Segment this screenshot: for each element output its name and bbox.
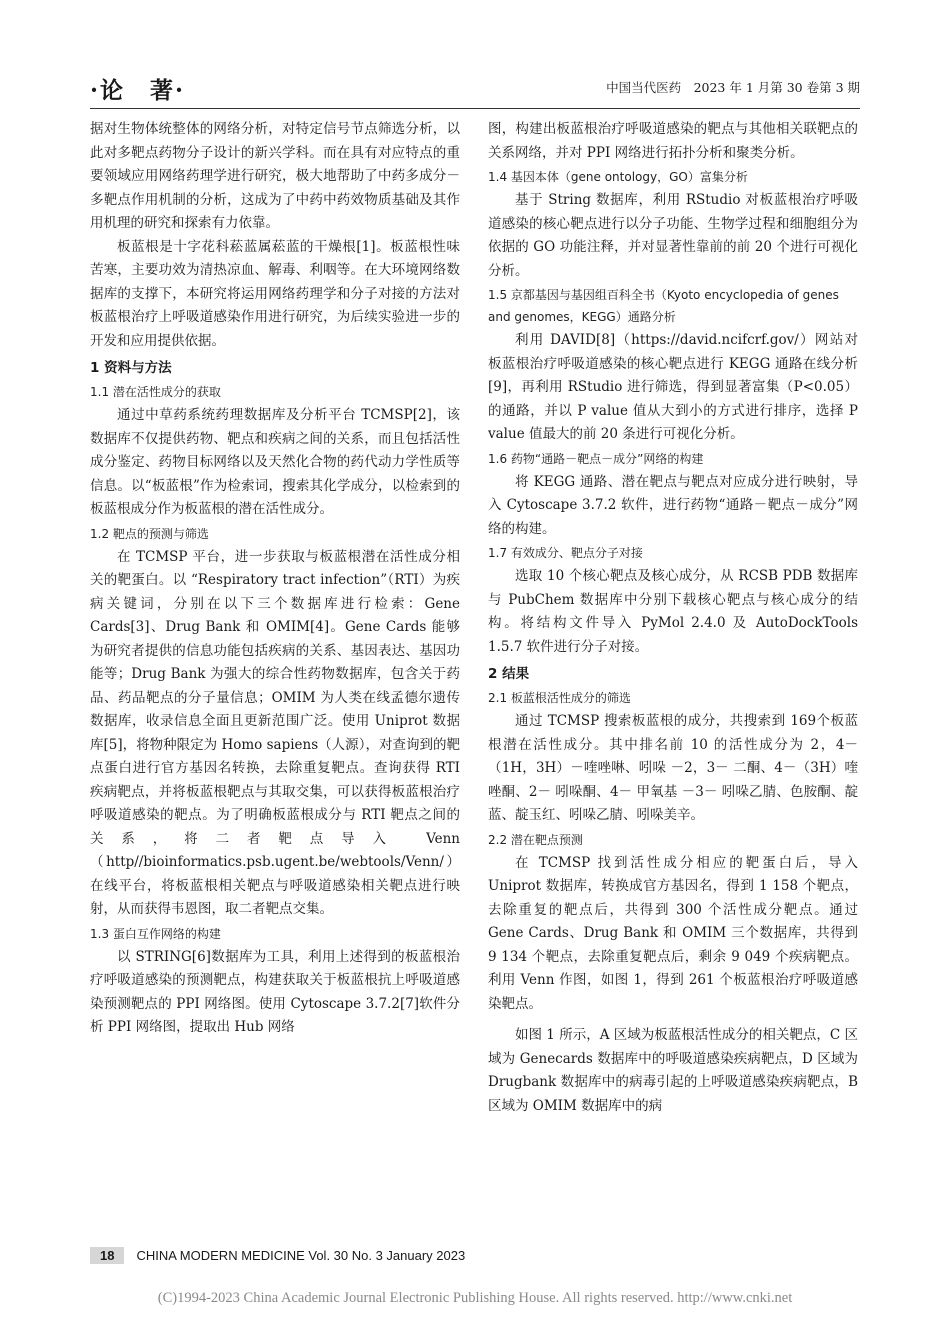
paragraph: 以 STRING[6]数据库为工具，利用上述得到的板蓝根治疗呼吸道感染的预测靶点，构建获取关于板蓝根抗上呼吸道感染预测靶点的 PPI 网络图。使用 Cytoscape 3.7.2[7]软件分析 PPI 网络图，提取出 Hub 网络 [90,948,460,1035]
subsection-heading: 1.5 京都基因与基因组百科全书（Kyoto encyclopedia of genes and genomes，KEGG）通路分析 [488,288,839,324]
paragraph: 基于 String 数据库，利用 RStudio 对板蓝根治疗呼吸道感染的核心靶点进行以分子功能、生物学过程和细胞组分为依据的 GO 功能注释，并对显著性靠前的前 20 个进行可视化分析。 [488,192,858,279]
subsection-heading: 1.2 靶点的预测与筛选 [90,526,209,541]
page-footer [90,1247,465,1269]
paragraph: 据对生物体统整体的网络分析，对特定信号节点筛选分析，以此对多靶点药物分子设计的新兴学科。而在具有对应特点的重要领域应用网络药理学进行研究，极大地帮助了中药多成分－多靶点作用机制的分析，这成为了中药中药效物质基础及其作用机理的研究和探索有力依靠。 [90,121,460,231]
subsection-heading: 1.4 基因本体（gene ontology，GO）富集分析 [488,170,748,184]
paragraph: 通过 TCMSP 搜索板蓝根的成分，共搜索到 169个板蓝根潜在活性成分。其中排名前 10 的活性成分为 2，4－（1H，3H）－喹唑啉、吲哚 －2，3－ 二酮、4－（3H）喹唑酮、2－ 吲哚酮、4－ 甲氧基 －3－ 吲哚乙腈、色胺酮、靛蓝、靛玉红、吲哚乙腈、吲哚美辛。 [488,713,858,823]
left-column [90,118,460,1228]
copyright-notice: (C)1994-2023 China Academic Journal Electronic Publishing House. All rights reserved. http://www.cnki.net [157,1290,793,1306]
subsection-heading: 1.3 蛋白互作网络的构建 [90,926,221,941]
page-number: 18 [90,1247,124,1264]
paragraph: 利用 DAVID[8]（https://david.ncifcrf.gov/）网站对板蓝根治疗呼吸道感染的核心靶点进行 KEGG 通路在线分析[9]，再利用 RStudio 进行筛选，得到显著富集（P<0.05）的通路，并以 P value 值从大到小的方式进行排序，选择 P value 值最大的前 20 条进行可视化分析。 [488,332,858,442]
footer-journal: CHINA MODERN MEDICINE Vol. 30 No. 3 January 2023 [136,1248,466,1263]
subsection-heading: 2.1 板蓝根活性成分的筛选 [488,691,631,705]
right-column [488,118,858,1228]
section-label: ·论 著· [90,77,186,104]
paragraph: 通过中草药系统药理数据库及分析平台 TCMSP[2]，该数据库不仅提供药物、靶点和疾病之间的关系，而且包括活性成分鉴定、药物目标网络以及天然化合物的药代动力学性质等信息。以“板蓝根”作为检索词，搜索其化学成分，以检索到的板蓝根成分作为板蓝根的潜在活性成分。 [90,407,460,517]
page-header [90,72,860,102]
paragraph: 在 TCMSP 找到活性成分相应的靶蛋白后，导入 Uniprot 数据库，转换成官方基因名，得到 1 158 个靶点，去除重复的靶点后，共得到 300 个活性成分靶点。通过 Gene Cards、Drug Bank 和 OMIM 三个数据库，共得到 9 134 个靶点，去除重复靶点后，剩余 9 049 个疾病靶点。利用 Venn 作图，如图 1，得到 261 个板蓝根治疗呼吸道感染靶点。 [488,854,858,1012]
section-heading: 1 资料与方法 [90,360,172,376]
paragraph: 如图 1 所示，A 区域为板蓝根活性成分的相关靶点，C 区域为 Genecards 数据库中的呼吸道感染疾病靶点，D 区域为 Drugbank 数据库中的病毒引起的上呼吸道感染疾病靶点，B 区域为 OMIM 数据库中的病 [488,1027,858,1114]
paragraph: 图，构建出板蓝根治疗呼吸道感染的靶点与其他相关联靶点的关系网络，并对 PPI 网络进行拓扑分析和聚类分析。 [488,121,858,161]
subsection-heading: 1.1 潜在活性成分的获取 [90,385,221,399]
paragraph: 选取 10 个核心靶点及核心成分，从 RCSB PDB 数据库与 PubChem 数据库中分别下载核心靶点与核心成分的结构。将结构文件导入 PyMol 2.4.0 及 AutoDockTools 1.5.7 软件进行分子对接。 [488,568,858,655]
header-rule [90,108,860,109]
subsection-heading: 2.2 潜在靶点预测 [488,832,583,847]
journal-info: 中国当代医药 2023 年 1 月第 30 卷第 3 期 [606,80,860,95]
paragraph: 在 TCMSP 平台，进一步获取与板蓝根潜在活性成分相关的靶蛋白。以 “Respiratory tract infection”（RTI）为疾病关键词，分别在以下三个数据库进行检索：Gene Cards[3]、Drug Bank 和 OMIM[4]。Gene Cards 能够为研究者提供的信息功能包括疾病的关系、基因表达、基因功能等；Drug Bank 为强大的综合性药物数据库，包含关于药品、药品靶点的分子量信息；OMIM 为人类在线孟德尔遗传数据库，收录信息全面且更新范围广泛。使用 Uniprot 数据库[5]，将物种限定为 Homo sapiens（人源），对查询到的靶点蛋白进行官方基因名转换，去除重复靶点。查询获得 RTI 疾病靶点，并将板蓝根靶点与其取交集，可以获得板蓝根治疗呼吸道感染的靶点。为了明确板蓝根成分与 RTI 靶点之间的关系，将二者靶点导入 Venn（http//bioinformatics.psb.ugent.be/webtools/Venn/）在线平台，将板蓝根相关靶点与呼吸道感染相关靶点进行映射，从而获得韦恩图，取二者靶点交集。 [90,548,460,917]
subsection-heading: 1.6 药物“通路－靶点－成分”网络的构建 [488,451,704,466]
section-heading: 2 结果 [488,666,530,682]
subsection-heading: 1.7 有效成分、靶点分子对接 [488,546,643,560]
paragraph: 将 KEGG 通路、潜在靶点与靶点对应成分进行映射，导入 Cytoscape 3.7.2 软件，进行药物“通路－靶点－成分”网络的构建。 [488,473,858,537]
paragraph: 板蓝根是十字花科菘蓝属菘蓝的干燥根[1]。板蓝根性味苦寒，主要功效为清热凉血、解毒、利咽等。在大环境网络数据库的支撑下，本研究将运用网络药理学和分子对接的方法对板蓝根治疗上呼吸道感染作用进行研究，为后续实验进一步的开发和应用提供依据。 [90,238,460,349]
